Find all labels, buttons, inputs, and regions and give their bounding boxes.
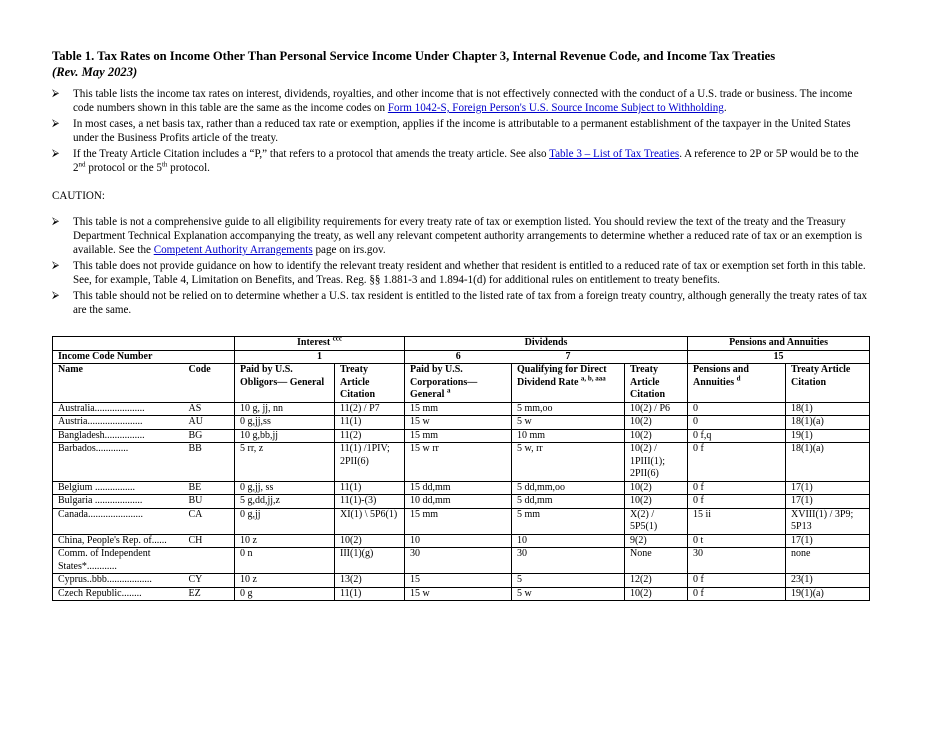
interest-citation: 11(1) <box>335 481 405 495</box>
direct-dividend-rate: 30 <box>512 548 625 574</box>
arrow-bullet-icon: ⮚ <box>52 216 60 227</box>
pension-rate: 0 f <box>688 481 786 495</box>
dividend-citation: 10(2) / P6 <box>625 402 688 416</box>
table-3-link[interactable]: Table 3 – List of Tax Treaties <box>549 148 680 160</box>
group-header-row <box>53 337 870 351</box>
arrow-bullet-icon: ⮚ <box>52 148 60 159</box>
dividend-rate: 15 w <box>405 587 512 601</box>
pensions-group-header: Pensions and Annuities <box>688 337 870 351</box>
pension-rate: 0 f <box>688 574 786 588</box>
interest-rate: 0 g,jj <box>235 508 335 534</box>
pension-citation: none <box>786 548 870 574</box>
form-1042s-link[interactable]: Form 1042-S, Foreign Person's U.S. Source Income Subject to Withholding <box>387 102 724 114</box>
pension-rate: 0 <box>688 416 786 430</box>
interest-citation: 11(2) <box>335 429 405 443</box>
pension-rate: 0 f <box>688 587 786 601</box>
column-header-interest-citation: Treaty Article Citation <box>335 364 405 403</box>
income-code-7: 7 <box>512 350 625 364</box>
interest-citation: 11(2) / P7 <box>335 402 405 416</box>
dividend-citation: 10(2) / 1PIII(1); 2PII(6) <box>625 443 688 482</box>
column-header-dividends-paid: Paid by U.S. Corporations— General $^a$ <box>405 364 512 403</box>
country-code: CY <box>184 574 235 588</box>
pension-rate: 0 t <box>688 534 786 548</box>
interest-citation: III(1)(g) <box>335 548 405 574</box>
country-name: Australia.................... <box>53 402 184 416</box>
pension-citation: 19(1) <box>786 429 870 443</box>
direct-dividend-rate: 10 <box>512 534 625 548</box>
caution-bullet-2: ⮚ This table does not provide guidance on how to identify the relevant treaty resident and whether that resident is entitled to a reduced rate of tax or exemption set forth in this table. See, for example, Table 4, Limitation on Benefits, and Treas. Reg. §§ 1.881-3 and 1.894-1(d) for additional rules on entitlement to treaty benefits. <box>52 260 866 286</box>
table-row <box>53 548 870 574</box>
country-code: CH <box>184 534 235 548</box>
country-code: BE <box>184 481 235 495</box>
table-title: Table 1. Tax Rates on Income Other Than Personal Service Income Under Chapter 3, Internal Revenue Code, and Income Tax Treaties <box>52 49 776 63</box>
table-row <box>53 574 870 588</box>
column-header-direct-dividend: Qualifying for Direct Dividend Rate $^{a, b, aaa}$ <box>512 364 625 403</box>
intro-bullet-list <box>52 87 872 175</box>
country-code: AS <box>184 402 235 416</box>
direct-dividend-rate: 5 mm,oo <box>512 402 625 416</box>
dividend-rate: 15 mm <box>405 508 512 534</box>
interest-citation: 11(1)-(3) <box>335 495 405 509</box>
document-page <box>52 48 872 601</box>
country-code: BB <box>184 443 235 482</box>
country-code: AU <box>184 416 235 430</box>
pension-citation: 19(1)(a) <box>786 587 870 601</box>
arrow-bullet-icon: ⮚ <box>52 260 60 271</box>
direct-dividend-rate: 5 w <box>512 416 625 430</box>
country-name: Bulgaria ................... <box>53 495 184 509</box>
income-code-6: 6 <box>405 350 512 364</box>
table-row <box>53 481 870 495</box>
pension-citation: 18(1)(a) <box>786 416 870 430</box>
dividend-citation: 9(2) <box>625 534 688 548</box>
dividend-rate: 15 mm <box>405 429 512 443</box>
interest-rate: 0 g <box>235 587 335 601</box>
interest-rate: 0 g,jj, ss <box>235 481 335 495</box>
interest-rate: 0 n <box>235 548 335 574</box>
column-header-dividends-citation: Treaty Article Citation <box>625 364 688 403</box>
table-row <box>53 429 870 443</box>
income-code-number-label: Income Code Number <box>53 350 235 364</box>
country-name: Belgium ................ <box>53 481 184 495</box>
pension-citation: 17(1) <box>786 481 870 495</box>
interest-rate: 5 g,dd,jj,z <box>235 495 335 509</box>
table-row <box>53 495 870 509</box>
interest-citation: 11(1) <box>335 587 405 601</box>
caution-label: CAUTION: <box>52 190 105 202</box>
pension-citation: 17(1) <box>786 534 870 548</box>
direct-dividend-rate: 5 dd,mm,oo <box>512 481 625 495</box>
intro-bullet-3: ⮚ If the Treaty Article Citation includes a “P,” that refers to a protocol that amends the treaty article. See also Table 3 – List of Tax Treaties. A reference to 2P or 5P would be to the 2nd protocol or the 5th protocol. <box>52 148 859 174</box>
column-header-code: Code <box>184 364 235 403</box>
dividend-citation: 10(2) <box>625 416 688 430</box>
table-row <box>53 443 870 482</box>
country-name: China, People's Rep. of...... <box>53 534 184 548</box>
arrow-bullet-icon: ⮚ <box>52 88 60 99</box>
country-name: Bangladesh................ <box>53 429 184 443</box>
competent-authority-link[interactable]: Competent Authority Arrangements <box>153 244 313 256</box>
dividend-citation: 12(2) <box>625 574 688 588</box>
country-name: Cyprus..bbb.................. <box>53 574 184 588</box>
pension-citation: 17(1) <box>786 495 870 509</box>
direct-dividend-rate: 5 dd,mm <box>512 495 625 509</box>
interest-rate: 10 g, jj, nn <box>235 402 335 416</box>
direct-dividend-rate: 5 mm <box>512 508 625 534</box>
pension-citation: 18(1)(a) <box>786 443 870 482</box>
pension-rate: 0 f <box>688 443 786 482</box>
dividend-rate: 30 <box>405 548 512 574</box>
table-row <box>53 416 870 430</box>
dividend-rate: 15 <box>405 574 512 588</box>
country-name: Comm. of Independent States*............ <box>53 548 184 574</box>
interest-citation: XI(1) \ 5P6(1) <box>335 508 405 534</box>
pension-citation: 18(1) <box>786 402 870 416</box>
interest-rate: 10 g,bb,jj <box>235 429 335 443</box>
country-code: BG <box>184 429 235 443</box>
dividend-citation: 10(2) <box>625 495 688 509</box>
table-row <box>53 587 870 601</box>
dividend-citation: 10(2) <box>625 481 688 495</box>
caution-bullet-1: ⮚ This table is not a comprehensive guide to all eligibility requirements for every treaty rate of tax or exemption listed. You should review the text of the treaty and the Treasury Department Technical Explanation accompanying the treaty, as well any relevant competent authority arrangements to determine whether a reduced rate of tax or an exemption is available. See the Competent Authority Arrangements page on irs.gov. <box>52 216 863 256</box>
column-header-interest-paid: Paid by U.S. Obligors— General <box>235 364 335 403</box>
interest-citation: 11(1) /1PIV; 2PII(6) <box>335 443 405 482</box>
dividend-rate: 15 w <box>405 416 512 430</box>
dividends-group-header: Dividends <box>405 337 688 351</box>
interest-rate: 0 g,jj,ss <box>235 416 335 430</box>
country-code: CA <box>184 508 235 534</box>
table-row <box>53 508 870 534</box>
arrow-bullet-icon: ⮚ <box>52 290 60 301</box>
country-name: Czech Republic........ <box>53 587 184 601</box>
interest-citation: 10(2) <box>335 534 405 548</box>
country-name: Canada...................... <box>53 508 184 534</box>
interest-group-header: Interest $^{ccc}$ <box>235 337 405 351</box>
column-header-name: Name <box>53 364 184 403</box>
interest-rate: 10 z <box>235 534 335 548</box>
interest-citation: 13(2) <box>335 574 405 588</box>
revision-date: (Rev. May 2023) <box>52 65 138 79</box>
country-name: Barbados............. <box>53 443 184 482</box>
direct-dividend-rate: 10 mm <box>512 429 625 443</box>
country-code <box>184 548 235 574</box>
pension-rate: 0 f <box>688 495 786 509</box>
pension-citation: 23(1) <box>786 574 870 588</box>
country-name: Austria...................... <box>53 416 184 430</box>
caution-bullet-3: ⮚ This table should not be relied on to determine whether a U.S. tax resident is entitled to the listed rate of tax from a foreign treaty country, although generally the treaty rates of tax are the same. <box>52 290 868 316</box>
direct-dividend-rate: 5 <box>512 574 625 588</box>
caution-bullet-list <box>52 215 872 317</box>
pension-rate: 0 f,q <box>688 429 786 443</box>
dividend-rate: 15 w rr <box>405 443 512 482</box>
interest-rate: 10 z <box>235 574 335 588</box>
intro-bullet-1: ⮚ This table lists the income tax rates on interest, dividends, royalties, and other income that is not effectively connected with the conduct of a U.S. trade or business. The income code numbers shown in this table are the same as the income codes on Form 1042-S, Foreign Person's U.S. Source Income Subject to Withholding. <box>52 88 853 114</box>
dividend-rate: 10 dd,mm <box>405 495 512 509</box>
pension-rate: 30 <box>688 548 786 574</box>
table-body <box>53 402 870 601</box>
income-code-1: 1 <box>235 350 405 364</box>
dividend-rate: 15 dd,mm <box>405 481 512 495</box>
direct-dividend-rate: 5 w <box>512 587 625 601</box>
income-code-15: 15 <box>688 350 870 364</box>
dividend-rate: 15 mm <box>405 402 512 416</box>
dividend-citation: 10(2) <box>625 429 688 443</box>
table-row <box>53 402 870 416</box>
dividend-citation: 10(2) <box>625 587 688 601</box>
pension-rate: 15 ii <box>688 508 786 534</box>
pension-rate: 0 <box>688 402 786 416</box>
column-header-pensions-citation: Treaty Article Citation <box>786 364 870 403</box>
country-code: EZ <box>184 587 235 601</box>
intro-bullet-2: ⮚ In most cases, a net basis tax, rather than a reduced tax rate or exemption, applies if the income is attributable to a permanent establishment of the taxpayer in the United States under the Business Profits article of the treaty. <box>52 118 851 144</box>
table-row <box>53 534 870 548</box>
direct-dividend-rate: 5 w, rr <box>512 443 625 482</box>
pension-citation: XVIII(1) / 3P9; 5P13 <box>786 508 870 534</box>
dividend-citation: None <box>625 548 688 574</box>
interest-rate: 5 rr, z <box>235 443 335 482</box>
arrow-bullet-icon: ⮚ <box>52 118 60 129</box>
dividend-citation: X(2) / 5P5(1) <box>625 508 688 534</box>
interest-citation: 11(1) <box>335 416 405 430</box>
dividend-rate: 10 <box>405 534 512 548</box>
column-header-pensions: Pensions and Annuities $^d$ <box>688 364 786 403</box>
country-code: BU <box>184 495 235 509</box>
income-code-row <box>53 350 870 364</box>
column-header-row <box>53 364 870 403</box>
tax-rates-table <box>52 336 870 601</box>
